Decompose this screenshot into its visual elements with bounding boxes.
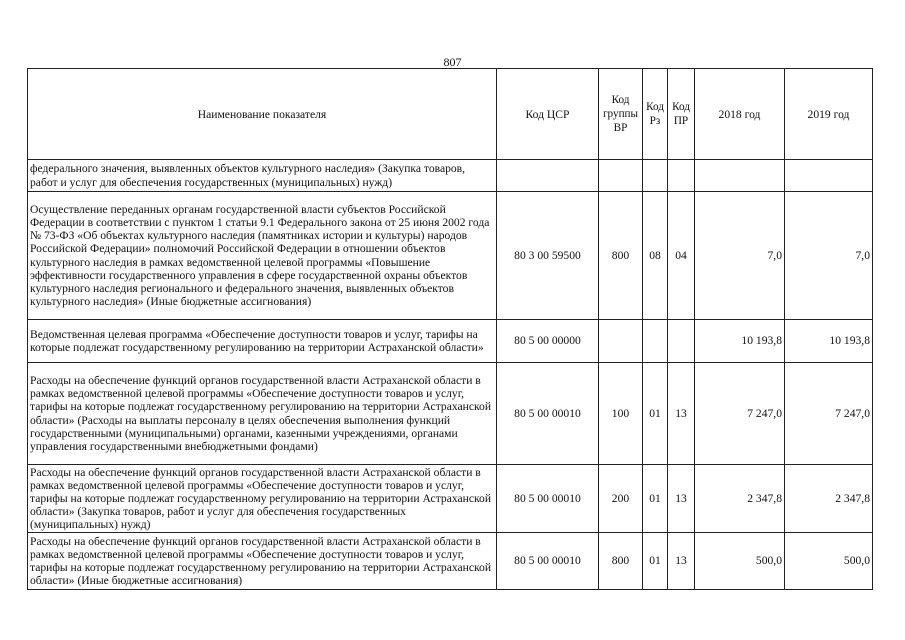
row-rz: 01: [643, 363, 668, 465]
row-csr: [497, 160, 599, 192]
row-2018: 2 347,8: [695, 465, 785, 533]
row-csr: 80 5 00 00010: [497, 465, 599, 533]
row-pr: 13: [668, 363, 695, 465]
row-rz: 08: [643, 192, 668, 320]
table-row: [28, 465, 873, 533]
page-number: 807: [443, 55, 462, 69]
table-row: [28, 533, 873, 590]
row-2019: 500,0: [785, 533, 873, 590]
row-vr: [599, 320, 643, 363]
row-name: Расходы на обеспечение функций органов государственной власти Астраханской области в рамках ведомственной целевой программы «Обеспечение доступности товаров и услуг, тарифы на которые подлежат государственному регулированию на территории Астраханской области» (Расходы на выплаты персоналу в целях обеспечения выполнения функций государственными (муниципальными) органами, казенными учреждениями, органами управления государственными внебюджетными фондами): [28, 363, 497, 465]
header-name: Наименование показателя: [28, 69, 497, 160]
row-rz: [643, 160, 668, 192]
row-pr: 04: [668, 192, 695, 320]
row-name: федерального значения, выявленных объектов культурного наследия» (Закупка товаров, работ и услуг для обеспечения государственных (муниципальных) нужд): [28, 160, 497, 192]
header-vr: Код группы ВР: [599, 69, 643, 160]
budget-table: [27, 68, 873, 590]
row-2018: 7,0: [695, 192, 785, 320]
table-row: [28, 363, 873, 465]
header-2019: 2019 год: [785, 69, 873, 160]
row-csr: 80 3 00 59500: [497, 192, 599, 320]
row-rz: 01: [643, 533, 668, 590]
row-2018: 10 193,8: [695, 320, 785, 363]
row-pr: [668, 160, 695, 192]
row-2018: 7 247,0: [695, 363, 785, 465]
header-rz: Код Рз: [643, 69, 668, 160]
row-csr: 80 5 00 00000: [497, 320, 599, 363]
row-2019: 2 347,8: [785, 465, 873, 533]
row-csr: 80 5 00 00010: [497, 533, 599, 590]
row-2019: [785, 160, 873, 192]
row-pr: 13: [668, 533, 695, 590]
row-vr: 100: [599, 363, 643, 465]
row-vr: 800: [599, 192, 643, 320]
header-row: [28, 69, 873, 160]
header-csr: Код ЦСР: [497, 69, 599, 160]
header-pr: Код ПР: [668, 69, 695, 160]
row-rz: [643, 320, 668, 363]
row-name: Ведомственная целевая программа «Обеспечение доступности товаров и услуг, тарифы на которые подлежат государственному регулированию на территории Астраханской области»: [28, 320, 497, 363]
row-vr: 200: [599, 465, 643, 533]
row-csr: 80 5 00 00010: [497, 363, 599, 465]
table-row: [28, 160, 873, 192]
row-vr: 800: [599, 533, 643, 590]
row-2019: 10 193,8: [785, 320, 873, 363]
header-2018: 2018 год: [695, 69, 785, 160]
table-row: [28, 192, 873, 320]
row-vr: [599, 160, 643, 192]
row-name: Осуществление переданных органам государственной власти субъектов Российской Федерации в соответствии с пунктом 1 статьи 9.1 Федерального закона от 25 июня 2002 года № 73-ФЗ «Об объектах культурного наследия (памятниках истории и культуры) народов Российской Федерации» полномочий Российской Федерации в отношении объектов культурного наследия в рамках ведомственной целевой программы «Повышение эффективности государственного управления в сфере государственной охраны объектов культурного наследия регионального и федерального значения, выявленных объектов культурного наследия» (Иные бюджетные ассигнования): [28, 192, 497, 320]
row-2018: [695, 160, 785, 192]
table-row: [28, 320, 873, 363]
row-pr: 13: [668, 465, 695, 533]
row-2019: 7,0: [785, 192, 873, 320]
row-pr: [668, 320, 695, 363]
row-name: Расходы на обеспечение функций органов государственной власти Астраханской области в рамках ведомственной целевой программы «Обеспечение доступности товаров и услуг, тарифы на которые подлежат государственному регулированию на территории Астраханской области» (Закупка товаров, работ и услуг для обеспечения государственных (муниципальных) нужд): [28, 465, 497, 533]
row-rz: 01: [643, 465, 668, 533]
row-2018: 500,0: [695, 533, 785, 590]
row-name: Расходы на обеспечение функций органов государственной власти Астраханской области в рамках ведомственной целевой программы «Обеспечение доступности товаров и услуг, тарифы на которые подлежат государственному регулированию на территории Астраханской области» (Иные бюджетные ассигнования): [28, 533, 497, 590]
row-2019: 7 247,0: [785, 363, 873, 465]
